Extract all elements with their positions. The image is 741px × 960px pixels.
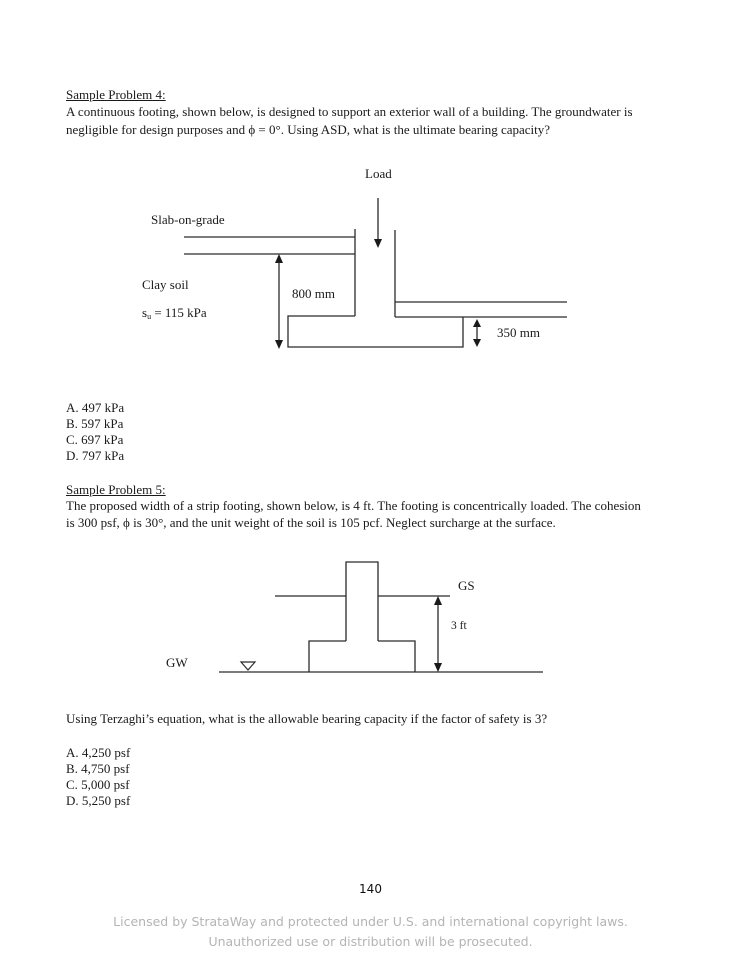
problem-5-text-line: The proposed width of a strip footing, shown below, is 4 ft. The footing is concentrically loaded. The cohesion xyxy=(66,498,641,513)
depth-dimension-label: 3 ft xyxy=(451,620,467,632)
depth-dimension-label: 800 mm xyxy=(292,286,335,301)
su-value: = 115 kPa xyxy=(151,305,207,320)
ground-surface-label: GS xyxy=(458,578,475,593)
su-subscript: u xyxy=(147,312,152,321)
problem-5-text-line: is 300 psf, ϕ is 30°, and the unit weight of the soil is 105 pcf. Neglect surcharge at the surface. xyxy=(66,515,556,530)
water-table-icon xyxy=(241,662,255,670)
problem-5-choice-b: B. 4,750 psf xyxy=(66,761,130,776)
footing-right-outline xyxy=(378,641,415,672)
undrained-strength-label xyxy=(142,305,207,321)
problem-4-choice-b: B. 597 kPa xyxy=(66,416,124,431)
copyright-notice: Unauthorized use or distribution will be prosecuted. xyxy=(208,934,533,949)
arrow-head-down xyxy=(275,340,283,349)
continuous-footing-diagram xyxy=(142,166,567,349)
column-outline xyxy=(346,562,378,641)
problem-5-question: Using Terzaghi’s equation, what is the allowable bearing capacity if the factor of safety is 3? xyxy=(66,711,548,726)
problem-4-choice-d: D. 797 kPa xyxy=(66,448,125,463)
thickness-dimension-label: 350 mm xyxy=(497,325,540,340)
problem-4-text-line: A continuous footing, shown below, is designed to support an exterior wall of a building. The groundwater is xyxy=(66,104,633,119)
page-number: 140 xyxy=(359,882,382,896)
strip-footing-diagram xyxy=(166,562,543,672)
copyright-notice: Licensed by StrataWay and protected under U.S. and international copyright laws. xyxy=(113,914,628,929)
problem-5-choice-d: D. 5,250 psf xyxy=(66,793,131,808)
problem-4-choice-a: A. 497 kPa xyxy=(66,400,125,415)
slab-on-grade-label: Slab-on-grade xyxy=(151,212,225,227)
footing-outline xyxy=(288,316,463,347)
groundwater-label: GW xyxy=(166,655,188,670)
arrow-head-up xyxy=(434,596,442,605)
arrow-head-up xyxy=(473,319,481,327)
problem-4-text-line: negligible for design purposes and ϕ = 0°. Using ASD, what is the ultimate bearing capacity? xyxy=(66,122,551,137)
load-label: Load xyxy=(365,166,392,181)
clay-soil-label: Clay soil xyxy=(142,277,189,292)
problem-5-title: Sample Problem 5: xyxy=(66,482,166,497)
problem-4-choice-c: C. 697 kPa xyxy=(66,432,124,447)
problem-4-title: Sample Problem 4: xyxy=(66,87,166,102)
problem-5-choice-a: A. 4,250 psf xyxy=(66,745,131,760)
load-arrow-head xyxy=(374,239,382,248)
footing-left-outline xyxy=(309,641,346,672)
arrow-head-down xyxy=(473,339,481,347)
arrow-head-up xyxy=(275,254,283,263)
su-symbol: s xyxy=(142,305,148,320)
problem-5-choice-c: C. 5,000 psf xyxy=(66,777,130,792)
arrow-head-down xyxy=(434,663,442,672)
